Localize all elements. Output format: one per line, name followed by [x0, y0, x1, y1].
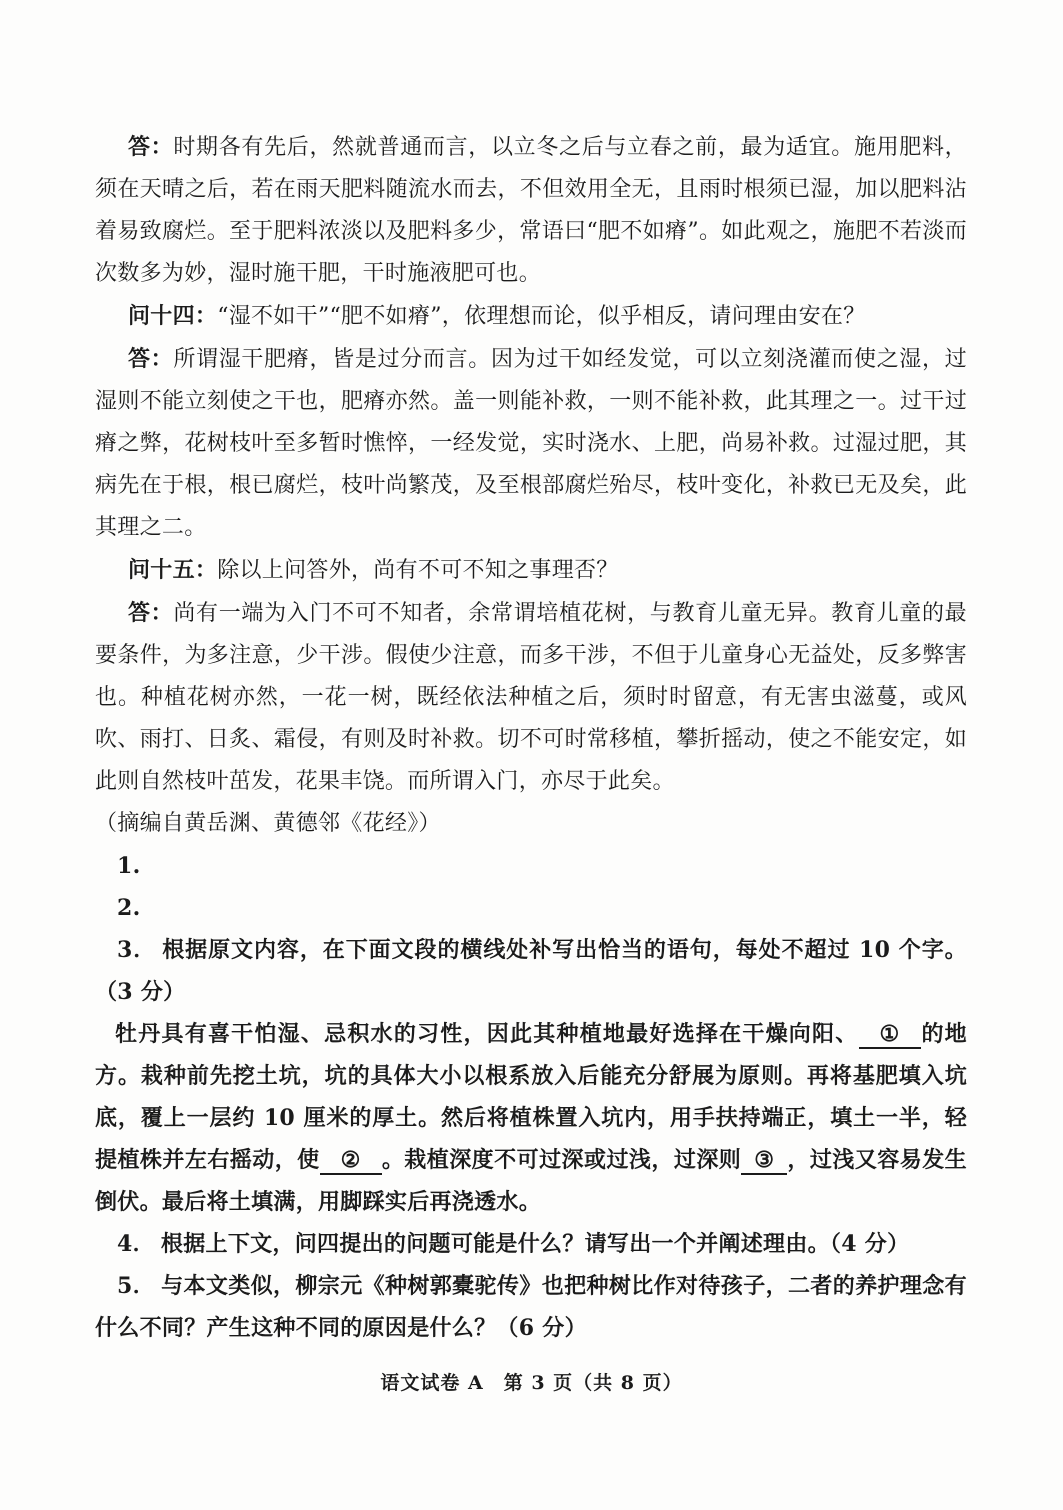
question-4-number: 4．: [117, 1231, 155, 1257]
answer-text: 时期各有先后，然就普通而言，以立冬之后与立春之前，最为适宜。施用肥料，须在天晴之后，若在雨天肥料随流水而去，不但效用全无，且雨时根须已湿，加以肥料沾着易致腐烂。至于肥料浓淡以及肥料多少，常语曰“肥不如瘠”。如此观之，施肥不若淡而次数多为妙，湿时施干肥，干时施液肥可也。: [95, 135, 967, 286]
cloze-text: 牡丹具有喜干怕湿、忌积水的习性，因此其种植地最好选择在干燥向阳、: [115, 1021, 859, 1047]
cloze-text: ，过浅又容易发生倒伏。最后将土填满，用脚踩实后再浇透水。: [95, 1147, 967, 1215]
cloze-text: 。栽植深度不可过深或过浅，过深则: [381, 1147, 742, 1173]
question-3-cloze-paragraph: [95, 1013, 967, 1223]
question-1-number: 1.: [117, 853, 141, 879]
answer-text: 尚有一端为入门不可不知者，余常谓培植花树，与教育儿童无异。教育儿童的最要条件，为多注意，少干涉。假使少注意，而多干涉，不但于儿童身心无益处，反多弊害也。种植花树亦然，一花一树，既经依法种植之后，须时时留意，有无害虫滋蔓，或风吹、雨打、日炙、霜侵，有则及时补救。切不可时常移植，攀折摇动，使之不能安定，如此则自然枝叶茁发，花果丰饶。而所谓入门，亦尽于此矣。: [95, 601, 967, 794]
passage-answer-14: [95, 338, 967, 549]
fill-in-blank: ①: [859, 1021, 921, 1049]
question-3-number: 3．: [117, 937, 157, 963]
question-3: [95, 929, 967, 1013]
passage-answer-13: [95, 126, 967, 295]
answer-label: 答：: [128, 134, 174, 160]
page-footer: 语文试卷 A 第 3 页（共 8 页）: [380, 1372, 683, 1394]
question-5-number: 5．: [117, 1273, 156, 1299]
cloze-text: 的地方。栽种前先挖土坑，坑的具体大小以根系放入后能充分舒展为原则。再将基肥填入坑底，覆上一层约 10 厘米的厚土。然后将植株置入坑内，用手扶持端正，填土一半，轻提植株并左右摇动，使: [95, 1021, 967, 1173]
question-5: [95, 1265, 967, 1349]
question-4-text: 根据上下文，问四提出的问题可能是什么？请写出一个并阐述理由。（4 分）: [160, 1231, 910, 1257]
question-label: 问十五：: [128, 557, 218, 583]
question-2-number: 2.: [117, 895, 141, 921]
passage-answer-15: [95, 592, 967, 803]
fill-in-blank: ③: [741, 1147, 787, 1175]
question-text: 除以上问答外，尚有不可不知之事理否？: [217, 558, 619, 583]
passage-source-attribution: （摘编自黄岳渊、黄德邻《花经》）: [95, 811, 441, 836]
question-4: [95, 1223, 967, 1265]
question-5-text: 与本文类似，柳宗元《种树郭橐驼传》也把种树比作对待孩子，二者的养护理念有什么不同？产生这种不同的原因是什么？（6 分）: [95, 1273, 967, 1341]
passage-question-15: [95, 549, 967, 592]
answer-text: 所谓湿干肥瘠，皆是过分而言。因为过干如经发觉，可以立刻浇灌而使之湿，过湿则不能立刻使之干也，肥瘠亦然。盖一则能补救，一则不能补救，此其理之一。过干过瘠之弊，花树枝叶至多暂时憔悴，一经发觉，实时浇水、上肥，尚易补救。过湿过肥，其病先在于根，根已腐烂，枝叶尚繁茂，及至根部腐烂殆尽，枝叶变化，补救已无及矣，此其理之二。: [95, 347, 967, 540]
page-content: [95, 126, 967, 1349]
question-label: 问十四：: [128, 303, 218, 329]
question-text: “湿不如干”“肥不如瘠”，依理想而论，似乎相反，请问理由安在？: [217, 304, 866, 329]
question-3-text: 根据原文内容，在下面文段的横线处补写出恰当的语句，每处不超过 10 个字。（3 分）: [95, 937, 967, 1005]
fill-in-blank: ②: [320, 1147, 382, 1175]
passage-question-14: [95, 295, 967, 338]
answer-label: 答：: [128, 346, 174, 372]
answer-label: 答：: [128, 600, 174, 626]
